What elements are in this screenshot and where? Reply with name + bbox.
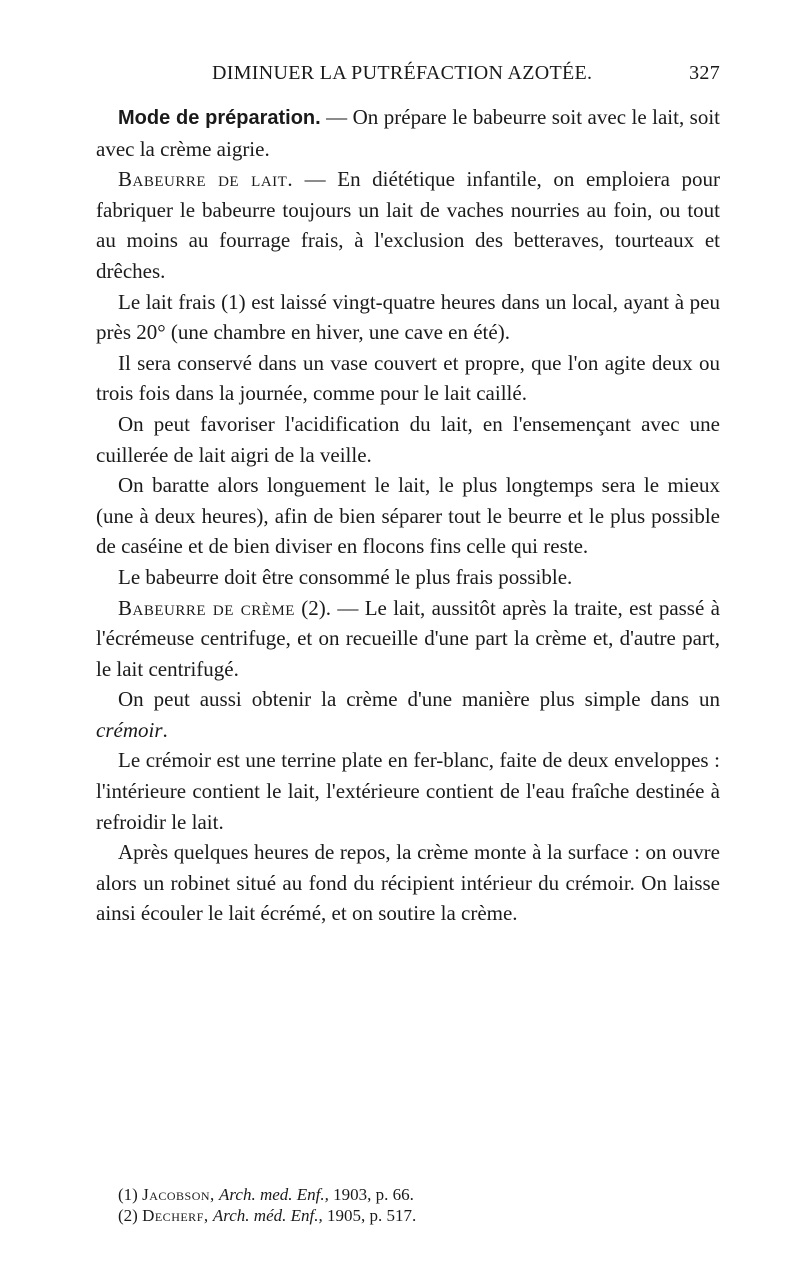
running-title: DIMINUER LA PUTRÉFACTION AZOTÉE. <box>212 62 593 84</box>
footnote-journal: Arch. méd. Enf., <box>212 1206 323 1225</box>
footnote-ref: 1905, p. 517. <box>322 1206 417 1225</box>
subsection-heading: Babeurre de lait. <box>118 167 294 192</box>
paragraph <box>96 684 720 745</box>
section-heading: Mode de préparation. <box>118 107 321 129</box>
paragraph-text: On peut aussi obtenir la crème d'une manière plus simple dans un <box>118 687 720 712</box>
paragraph-text: — On prépare le babeurre soit avec le lait, soit avec la crème aigrie. <box>96 105 721 161</box>
page-number: 327 <box>689 62 720 84</box>
paragraph: On peut favoriser l'acidification du lait, en l'ensemençant avec une cuillerée de lait aigri de la veille. <box>96 411 720 467</box>
paragraph-text: — En diététique infantile, on emploiera pour fabriquer le babeurre toujours un lait de vaches nourries au foin, ou tout au moins au fourrage frais, à l'exclusion des betteraves, tourteaux et drêches. <box>96 167 720 283</box>
paragraph-text: (2). — Le lait, aussitôt après la traite, est passé à l'écrémeuse centrifuge, et on recueille d'une part la crème et, d'autre part, le lait centrifugé. <box>96 595 720 681</box>
footnote <box>118 1205 718 1226</box>
footnote-number: (1) <box>118 1185 138 1204</box>
paragraph <box>96 164 720 286</box>
paragraph: Il sera conservé dans un vase couvert et propre, que l'on agite deux ou trois fois dans la journée, comme pour le lait caillé. <box>96 350 720 406</box>
paragraph: Le babeurre doit être consommé le plus frais possible. <box>118 564 573 589</box>
footnote-number: (2) <box>118 1206 138 1225</box>
subsection-heading: Babeurre de crème <box>118 595 295 620</box>
footnote-journal: Arch. med. Enf., <box>219 1185 329 1204</box>
footnote-author: Decherf, <box>142 1206 209 1225</box>
paragraph: On baratte alors longuement le lait, le plus longtemps sera le mieux (une à deux heures), afin de bien séparer tout le beurre et le plus possible de caséine et de bien diviser en flocons fins celle qui reste. <box>96 473 720 559</box>
paragraph: Le lait frais (1) est laissé vingt-quatre heures dans un local, ayant à peu près 20° (une chambre en hiver, une cave en été). <box>96 289 720 345</box>
paragraph <box>96 593 720 685</box>
footnote-ref: 1903, p. 66. <box>328 1185 414 1204</box>
italic-term: crémoir <box>96 717 163 742</box>
paragraph <box>96 102 720 164</box>
paragraph: Après quelques heures de repos, la crème monte à la surface : on ouvre alors un robinet situé au fond du récipient intérieur du crémoir. On laisse ainsi écouler le lait écrémé, et on soutire la crème. <box>96 840 720 926</box>
paragraph: Le crémoir est une terrine plate en fer-blanc, faite de deux enveloppes : l'intérieure contient le lait, l'extérieure contient de l'eau fraîche destinée à refroidir le lait. <box>96 748 720 834</box>
footnote-author: Jacobson, <box>142 1185 215 1204</box>
body-text <box>96 102 720 929</box>
paragraph-text: . <box>162 717 168 742</box>
footnotes <box>118 1184 718 1226</box>
footnote <box>118 1184 718 1205</box>
